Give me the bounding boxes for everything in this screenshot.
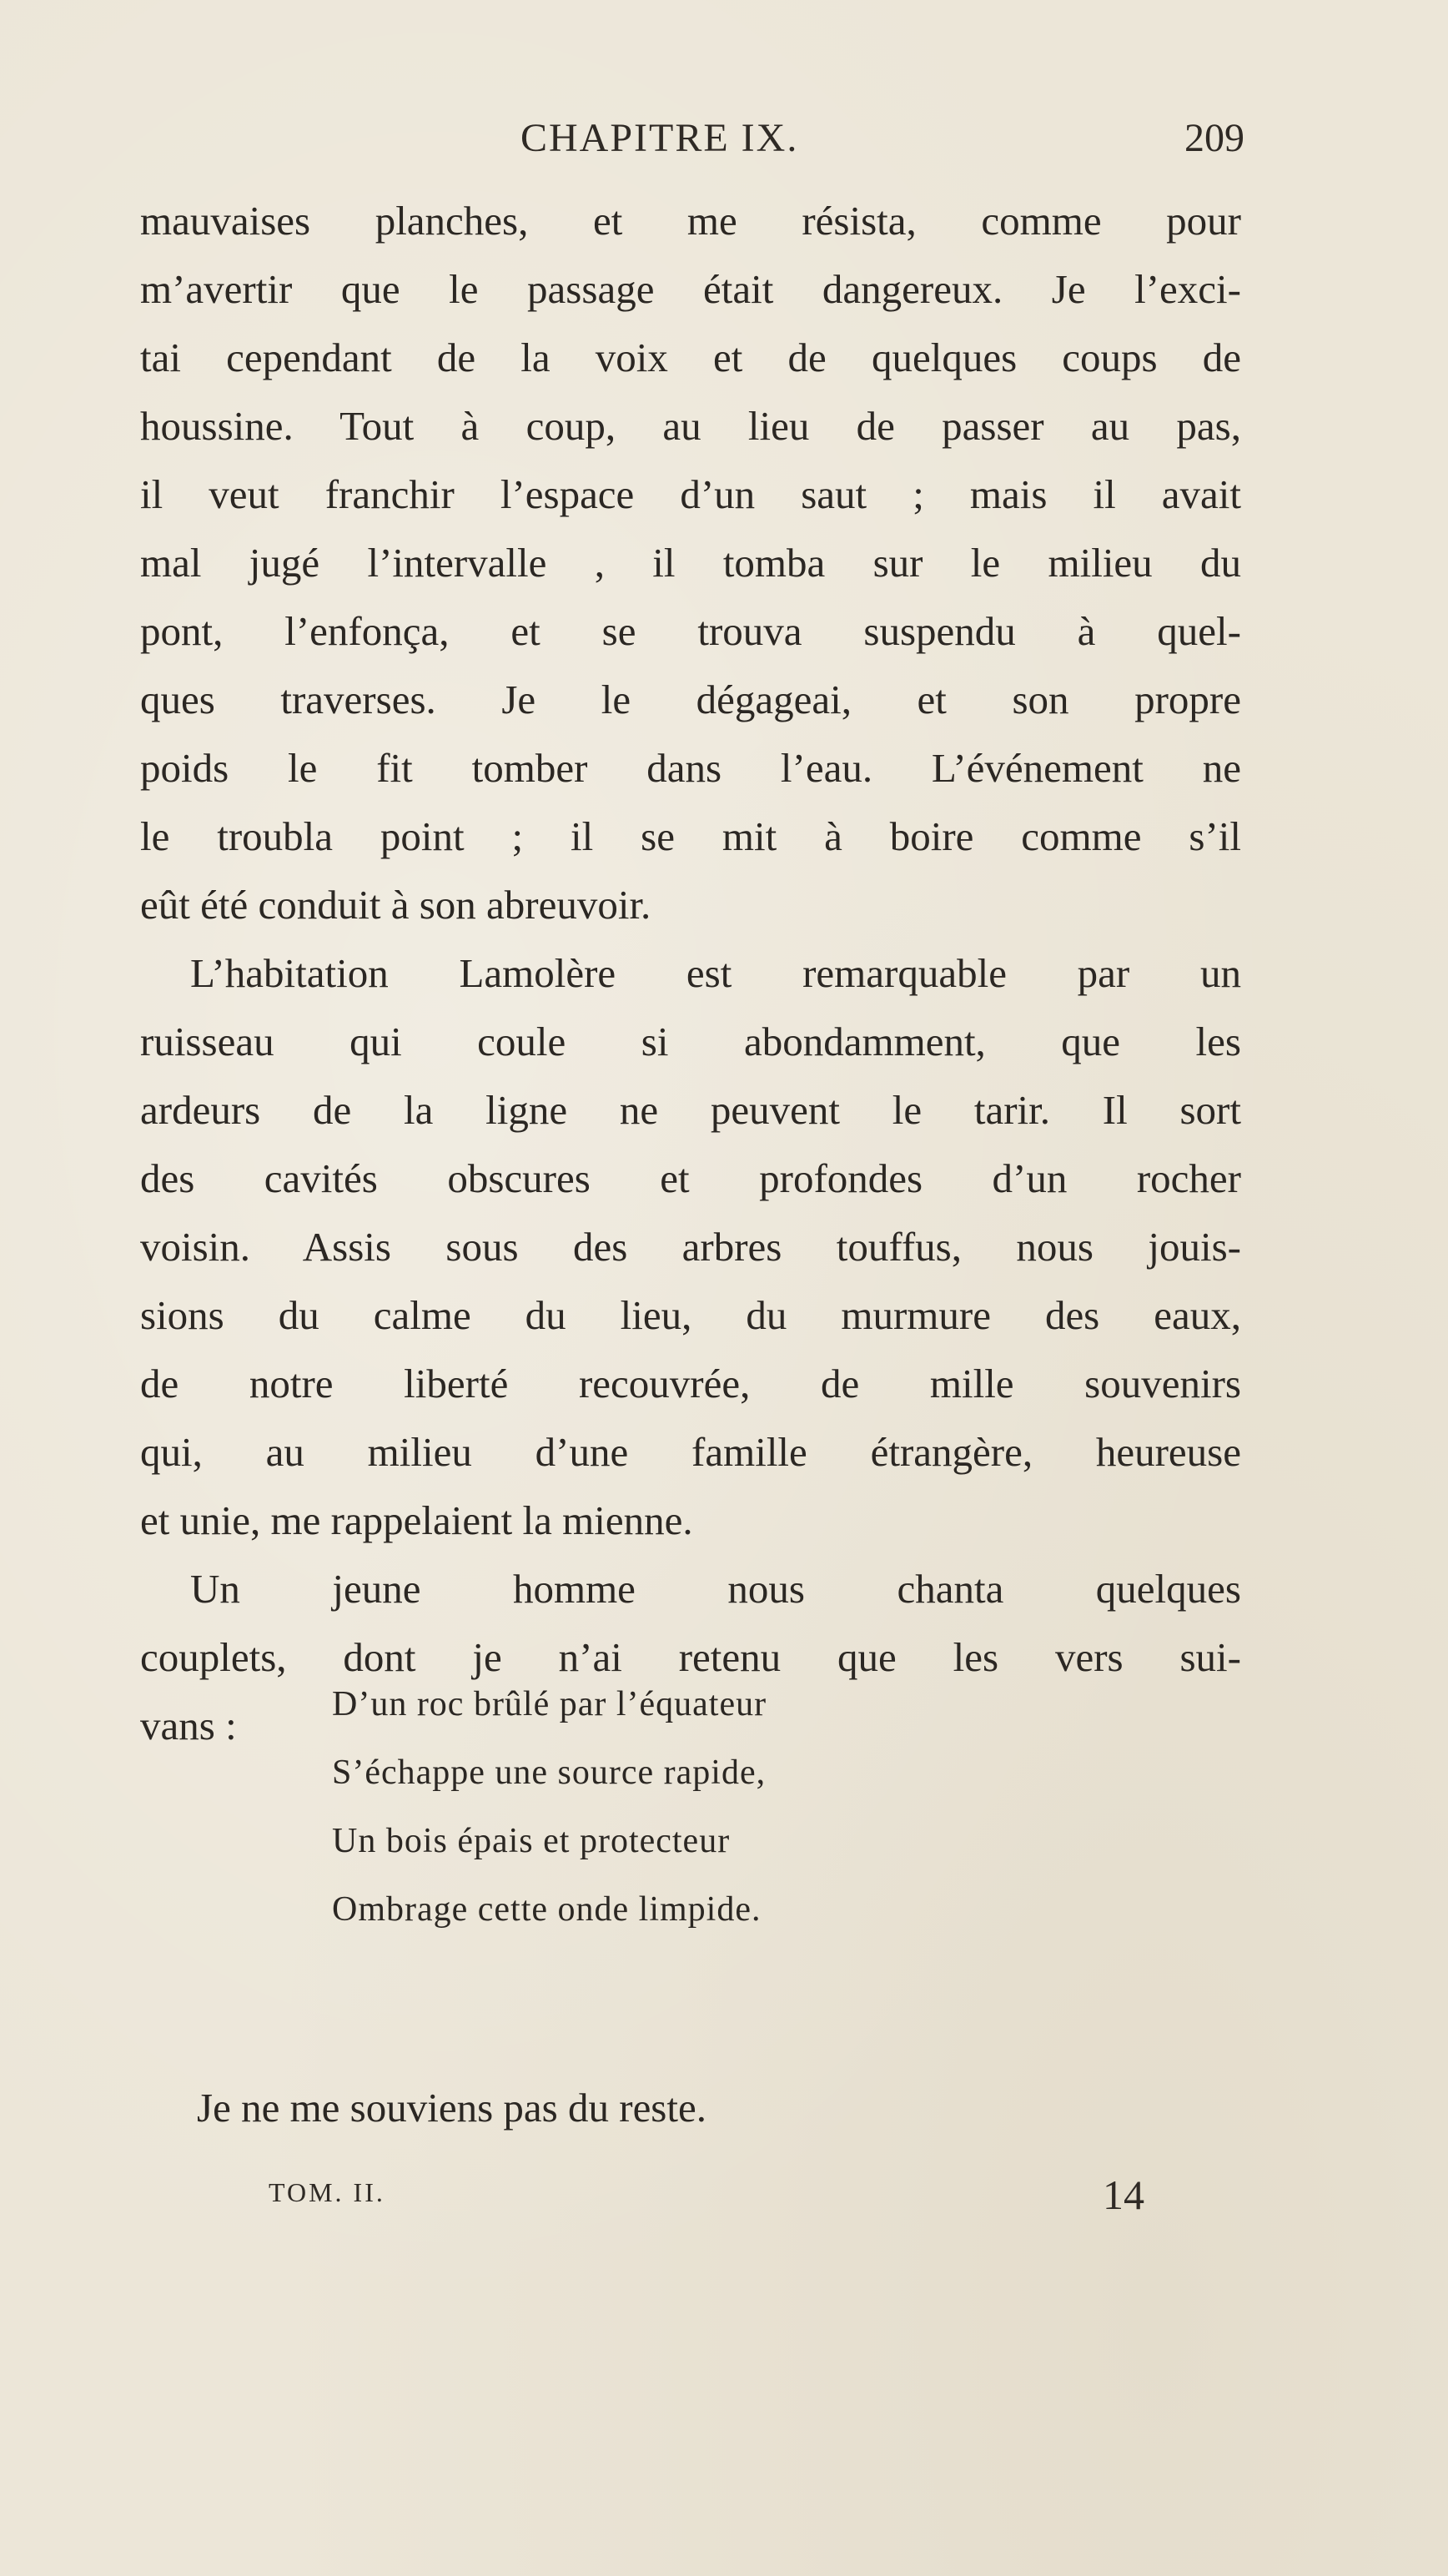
text-line: tai cependant de la voix et de quelques coups de — [140, 335, 1241, 380]
verse-line: Un bois épais et protecteur — [332, 1822, 731, 1860]
closing-line: Je ne me souviens pas du reste. — [197, 2085, 706, 2131]
page-number: 209 — [1184, 116, 1244, 160]
text-line: m’avertir que le passage était dangereux. Je l’exci- — [140, 266, 1241, 312]
body-text — [140, 187, 1241, 1760]
text-line: couplets, dont je n’ai retenu que les vers sui- — [140, 1634, 1241, 1680]
text-line: houssine. Tout à coup, au lieu de passer au pas, — [140, 403, 1241, 449]
verse-line: Ombrage cette onde limpide. — [332, 1890, 762, 1929]
text-line: le troubla point ; il se mit à boire comme s’il — [140, 813, 1241, 859]
verse-line: D’un roc brûlé par l’équateur — [332, 1685, 767, 1723]
text-line: ques traverses. Je le dégageai, et son propre — [140, 677, 1241, 722]
text-line: sions du calme du lieu, du murmure des eaux, — [140, 1292, 1241, 1338]
text-line: qui, au milieu d’une famille étrangère, heureuse — [140, 1429, 1241, 1475]
page-footer — [269, 2171, 1144, 2229]
text-line: pont, l’enfonça, et se trouva suspendu à quel- — [140, 608, 1241, 654]
verse-line: S’échappe une source rapide, — [332, 1753, 767, 1792]
text-line: mauvaises planches, et me résista, comme pour — [140, 198, 1241, 244]
text-line: poids le fit tomber dans l’eau. L’événement ne — [140, 745, 1241, 791]
text-line: mal jugé l’intervalle , il tomba sur le milieu du — [140, 540, 1241, 586]
page-header — [140, 115, 1298, 174]
sheet-number: 14 — [1103, 2171, 1144, 2218]
text-line: ruisseau qui coule si abondamment, que les — [140, 1019, 1241, 1064]
text-line: L’habitation Lamolère est remarquable par un — [190, 950, 1241, 996]
text-line: des cavités obscures et profondes d’un rocher — [140, 1155, 1241, 1201]
text-line: voisin. Assis sous des arbres touffus, nous jouis- — [140, 1224, 1241, 1270]
text-line: Un jeune homme nous chanta quelques — [190, 1566, 1241, 1612]
running-title: CHAPITRE IX. — [520, 116, 799, 160]
text-line: il veut franchir l’espace d’un saut ; mais il avait — [140, 471, 1241, 517]
text-line: ardeurs de la ligne ne peuvent le tarir. Il sort — [140, 1087, 1241, 1133]
text-line: et unie, me rappelaient la mienne. — [140, 1497, 693, 1543]
text-line: vans : — [140, 1703, 237, 1748]
text-line: de notre liberté recouvrée, de mille souvenirs — [140, 1361, 1241, 1406]
volume-signature: TOM. II. — [269, 2177, 385, 2207]
verse-block — [332, 1670, 767, 1944]
text-line: eût été conduit à son abreuvoir. — [140, 882, 651, 928]
